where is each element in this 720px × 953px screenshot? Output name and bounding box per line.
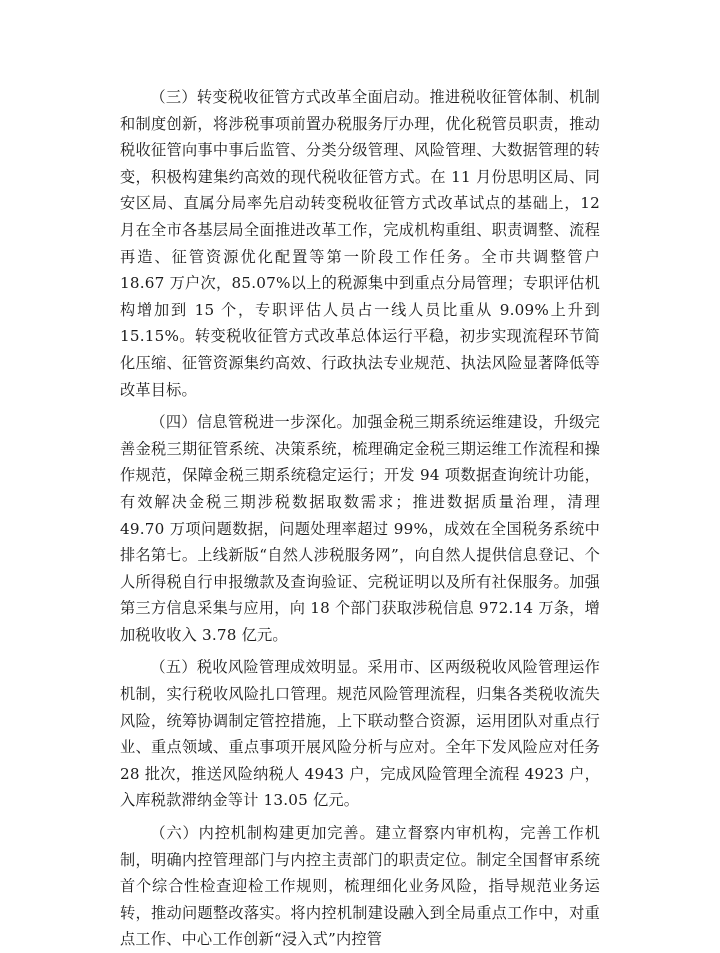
paragraph-tax-collection-reform: （三）转变税收征管方式改革全面启动。推进税收征管体制、机制和制度创新，将涉税事项前置办税服务厅办理，优化税管员职责，推动税收征管向事中事后监管、分类分级管理、风险管理、大数据管理的转变，积极构建集约高效的现代税收征管方式。在 11 月份思明区局、同安区局、直属分局率先启动转变税收征管方式改革试点的基础上，12 月在全市各基层局全面推进改革工作，完成机构重组、职责调整、流程再造、征管资源优化配置等第一阶段工作任务。全市共调整管户 18.67 万户次，85.07%以上的税源集中到重点分局管理；专职评估机构增加到 15 个，专职评估人员占一线人员比重从 9.09%上升到 15.15%。转变税收征管方式改革总体运行平稳，初步实现流程环节简化压缩、征管资源集约高效、行政执法专业规范、执法风险显著降低等改革目标。 xyxy=(120,88,600,399)
paragraph-information-tax-management: （四）信息管税进一步深化。加强金税三期系统运维建设，升级完善金税三期征管系统、决策系统，梳理确定金税三期运维工作流程和操作规范，保障金税三期系统稳定运行；开发 94 项数据查询统计功能，有效解决金税三期涉税数据取数需求；推进数据质量治理，清理 49.70 万项问题数据，问题处理率超过 99%，成效在全国税务系统中排名第七。上线新版“自然人涉税服务网”，向自然人提供信息登记、个人所得税自行申报缴款及查询验证、完税证明以及所有社保服务。加强第三方信息采集与应用，向 18 个部门获取涉税信息 972.14 万条，增加税收收入 3.78 亿元。 xyxy=(120,413,600,644)
document-body xyxy=(120,84,600,953)
paragraph-internal-control: （六）内控机制构建更加完善。建立督察内审机构，完善工作机制，明确内控管理部门与内控主责部门的职责定位。制定全国督审系统首个综合性检查迎检工作规则，梳理细化业务风险，指导规范业务运转，推动问题整改落实。将内控机制建设融入到全局重点工作中，对重点工作、中心工作创新“浸入式”内控管 xyxy=(120,824,600,949)
paragraph-tax-risk-management: （五）税收风险管理成效明显。采用市、区两级税收风险管理运作机制，实行税收风险扎口管理。规范风险管理流程，归集各类税收流失风险，统筹协调制定管控措施，上下联动整合资源，运用团队对重点行业、重点领域、重点事项开展风险分析与应对。全年下发风险应对任务 28 批次，推送风险纳税人 4943 户，完成风险管理全流程 4923 户，入库税款滞纳金等计 13.05 亿元。 xyxy=(120,658,600,810)
